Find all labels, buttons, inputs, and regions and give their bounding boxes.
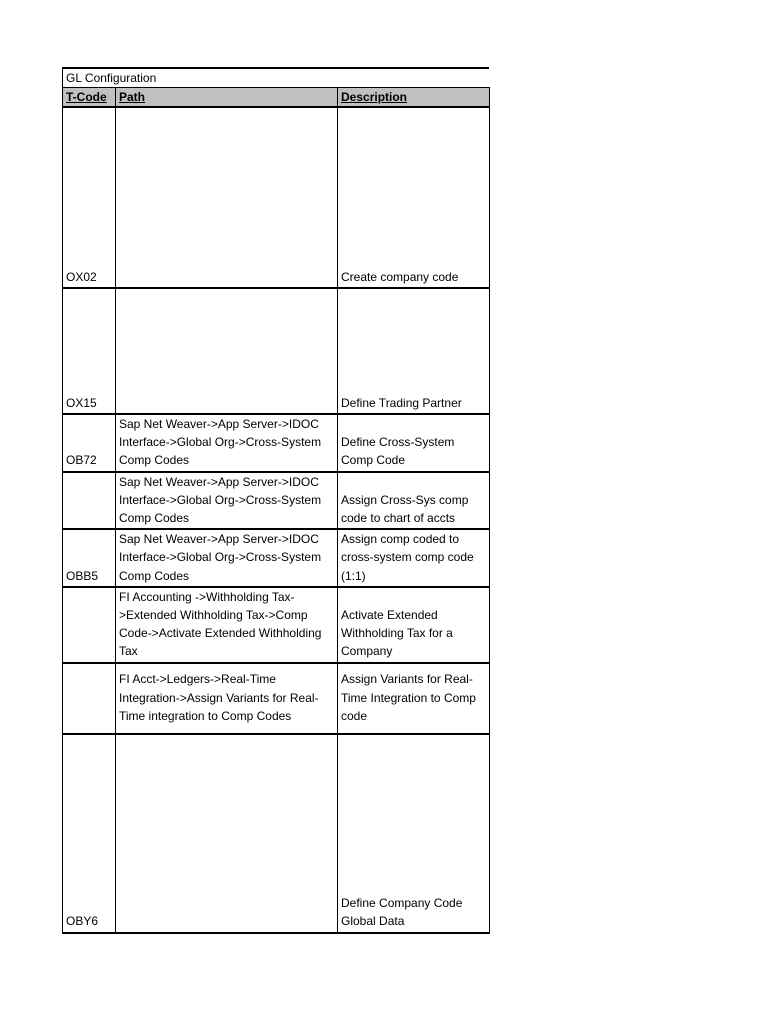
tcode-cell: OBY6 [63, 734, 116, 933]
description-cell: Define Company Code Global Data [338, 734, 490, 933]
path-cell [116, 107, 338, 288]
table-row [63, 288, 490, 414]
description-cell: Define Trading Partner [338, 288, 490, 414]
table-row [63, 734, 490, 933]
description-cell: Create company code [338, 107, 490, 288]
description-cell: Assign Cross-Sys comp code to chart of accts [338, 472, 490, 530]
tcode-cell: OX02 [63, 107, 116, 288]
sheet-title: GL Configuration [62, 69, 489, 87]
description-cell: Assign Variants for Real-Time Integration to Comp code [338, 663, 490, 734]
description-cell: Assign comp coded to cross-system comp code (1:1) [338, 529, 490, 587]
tcode-cell: OB72 [63, 414, 116, 472]
path-cell: Sap Net Weaver->App Server->IDOC Interface->Global Org->Cross-System Comp Codes [116, 414, 338, 472]
path-cell: FI Accounting ->Withholding Tax->Extended Withholding Tax->Comp Code->Activate Extended Withholding Tax [116, 587, 338, 663]
path-cell: Sap Net Weaver->App Server->IDOC Interface->Global Org->Cross-System Comp Codes [116, 472, 338, 530]
description-cell: Define Cross-System Comp Code [338, 414, 490, 472]
spreadsheet [62, 67, 489, 934]
table-row [63, 472, 490, 530]
table-row [63, 529, 490, 587]
path-cell [116, 734, 338, 933]
tcode-cell [63, 587, 116, 663]
gl-configuration-table [62, 87, 490, 934]
description-cell: Activate Extended Withholding Tax for a Company [338, 587, 490, 663]
tcode-cell: OX15 [63, 288, 116, 414]
tcode-cell [63, 663, 116, 734]
table-row [63, 414, 490, 472]
header-path: Path [116, 88, 338, 108]
header-row [63, 88, 490, 108]
path-cell [116, 288, 338, 414]
table-row [63, 587, 490, 663]
header-tcode: T-Code [63, 88, 116, 108]
tcode-cell: OBB5 [63, 529, 116, 587]
path-cell: FI Acct->Ledgers->Real-Time Integration->Assign Variants for Real-Time integration to Comp Codes [116, 663, 338, 734]
table-row [63, 107, 490, 288]
table-row [63, 663, 490, 734]
header-description: Description [338, 88, 490, 108]
tcode-cell [63, 472, 116, 530]
path-cell: Sap Net Weaver->App Server->IDOC Interface->Global Org->Cross-System Comp Codes [116, 529, 338, 587]
